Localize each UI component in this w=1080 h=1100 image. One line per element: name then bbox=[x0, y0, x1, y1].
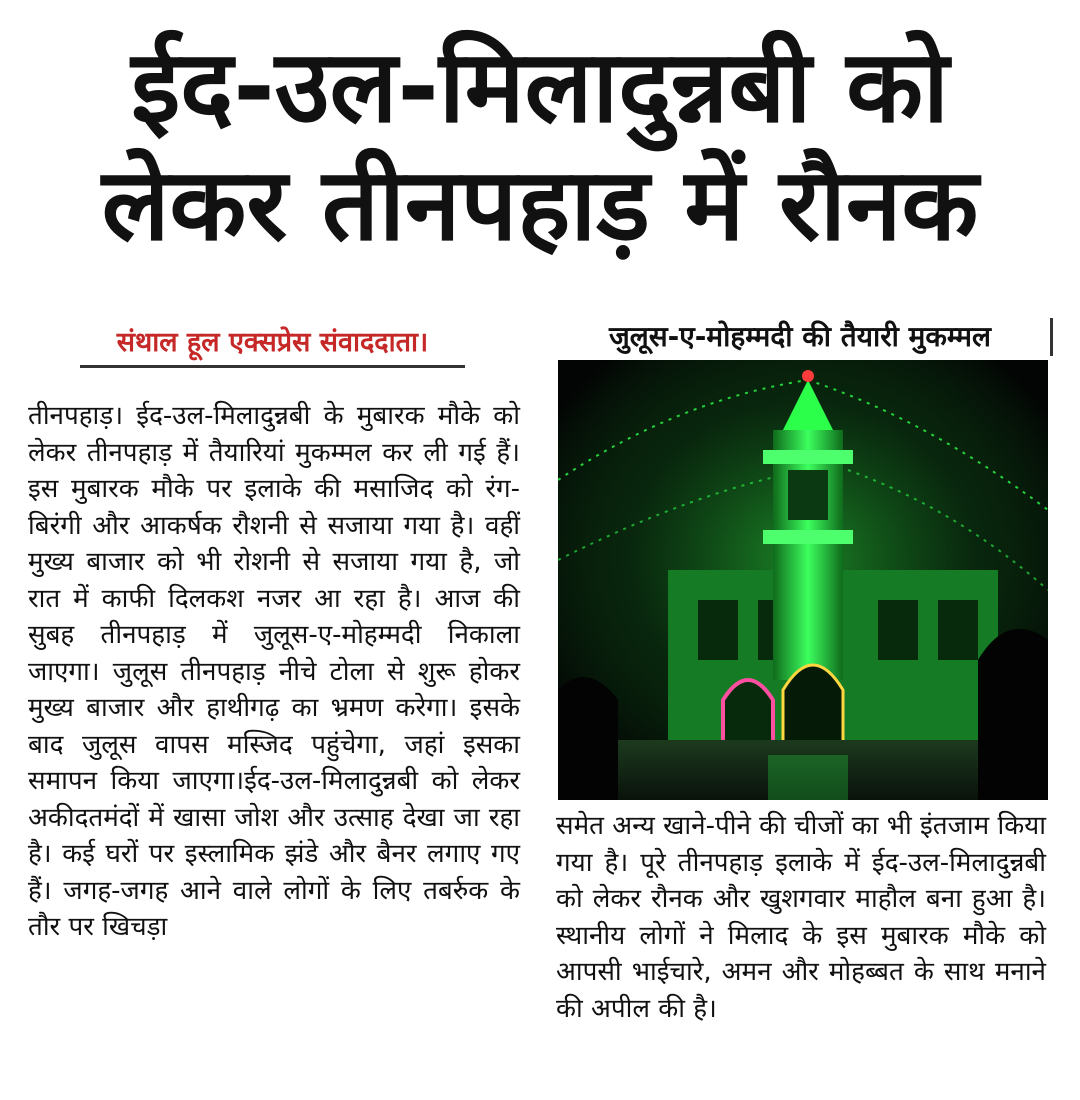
mosque-photo bbox=[558, 360, 1048, 800]
article-body-left: तीनपहाड़। ईद-उल-मिलादुन्नबी के मुबारक मौके को लेकर तीनपहाड़ में तैयारियां मुकम्मल कर ली गई हैं। इस मुबारक मौके पर इलाके की मसाजिद को रंग-बिरंगी और आकर्षक रौशनी से सजाया गया है। वहीं मुख्य बाजार को भी रोशनी से सजाया गया है, जो रात में काफी दिलकश नजर आ रहा है। आज की सुबह तीनपहाड़ में जुलूस-ए-मोहम्मदी निकाला जाएगा। जुलूस तीनपहाड़ नीचे टोला से शुरू होकर मुख्य बाजार और हाथीगढ़ का भ्रमण करेगा। इसके बाद जुलूस वापस मस्जिद पहुंचेगा, जहां इसका समापन किया जाएगा।ईद-उल-मिलादुन्नबी को लेकर अकीदतमंदों में खासा जोश और उत्साह देखा जा रहा है। कई घरों पर इस्लामिक झंडे और बैनर लगाए गए हैं। जगह-जगह आने वाले लोगों के लिए तबर्रुक के तौर पर खिचड़ा bbox=[28, 401, 520, 942]
byline: संथाल हूल एक्सप्रेस संवाददाता। bbox=[80, 322, 465, 368]
illuminated-mosque-image bbox=[558, 360, 1048, 800]
article-body-right: समेत अन्य खाने-पीने की चीजों का भी इंतजाम किया गया है। पूरे तीनपहाड़ इलाके में ईद-उल-मिलादुन्नबी को लेकर रौनक और खुशगवार माहौल बना हुआ है। स्थानीय लोगों ने मिलाद के इस मुबारक मौके को आपसी भाईचारे, अमन और मोहब्बत के साथ मनाने की अपील की है। bbox=[556, 811, 1046, 1024]
photo-caption: जुलूस-ए-मोहम्मदी की तैयारी मुकम्मल bbox=[556, 318, 1053, 356]
headline-line-2: लेकर तीनपहाड़ में रौनक bbox=[101, 146, 979, 263]
headline-line-1: ईद-उल-मिलादुन्नबी को bbox=[131, 28, 949, 145]
headline bbox=[20, 28, 1060, 264]
